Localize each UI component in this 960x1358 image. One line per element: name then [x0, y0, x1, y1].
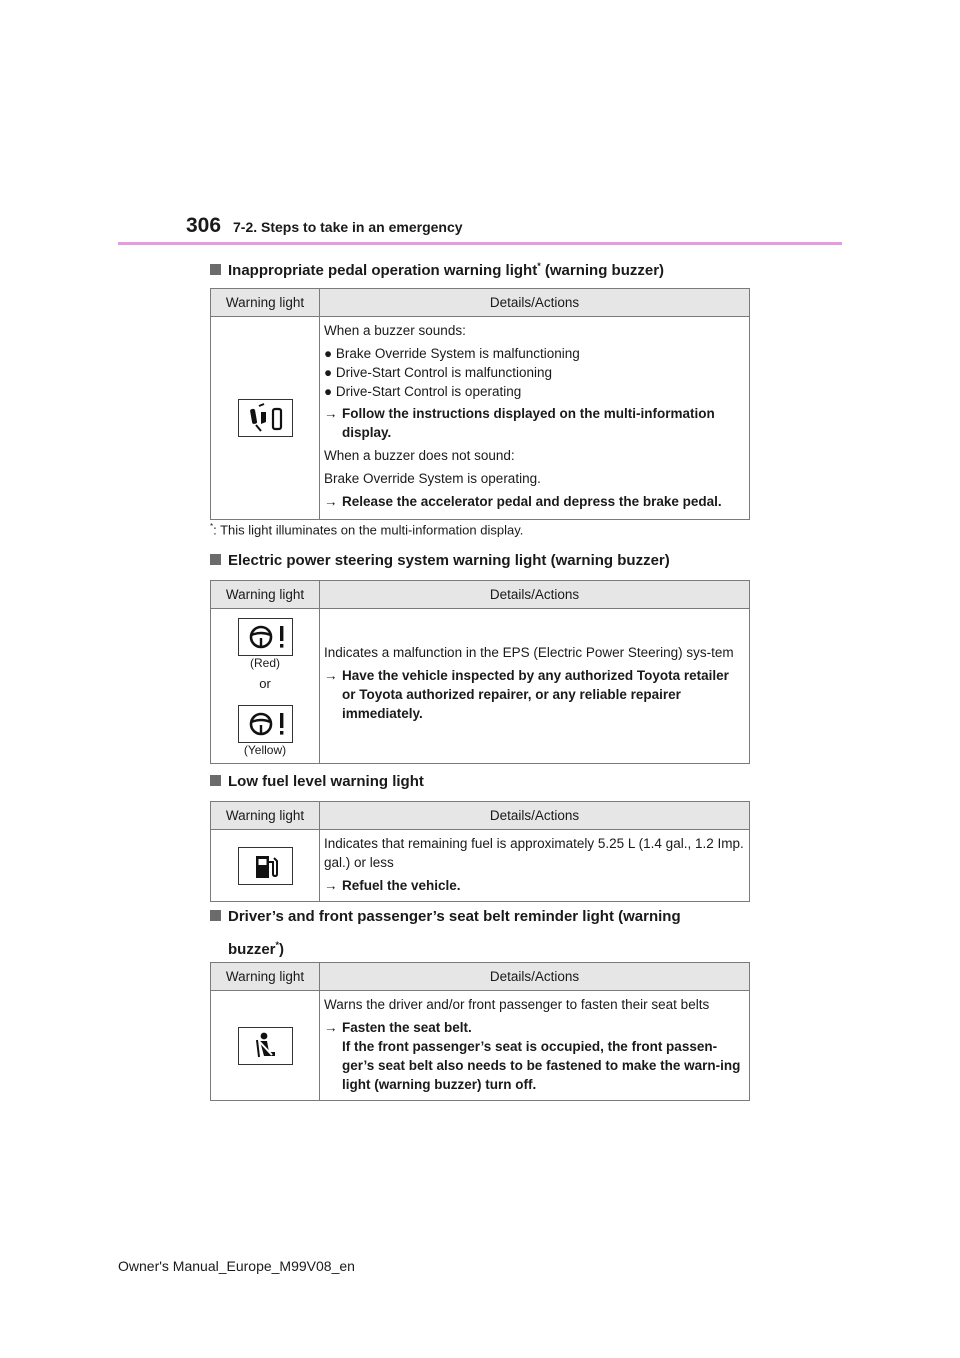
action-text: → Have the vehicle inspected by any authorized Toyota retailer or Toyota authorized repairer, or any reliable repairer immediately.	[324, 668, 729, 721]
seatbelt-warning-table	[210, 962, 750, 1101]
action-text: → Fasten the seat belt. If the front passenger’s seat is occupied, the front passen-ger’s seat belt also needs to be fastened to make the warn-ing light (warning buzzer) turn off.	[324, 1020, 741, 1092]
column-header-details: Details/Actions	[320, 581, 750, 609]
fuel-warning-table	[210, 801, 750, 902]
arrow-icon: →	[324, 406, 338, 421]
page-number: 306	[186, 214, 222, 237]
buzzer-silent-text: When a buzzer does not sound:	[324, 448, 515, 463]
square-bullet-icon	[210, 775, 221, 786]
pedal-details	[320, 317, 750, 520]
list-item: ● Drive-Start Control is malfunctioning	[324, 365, 552, 380]
arrow-icon: →	[324, 878, 338, 893]
section-heading-seatbelt: Driver’s and front passenger’s seat belt reminder light (warning buzzer*)	[210, 903, 681, 964]
column-header-warning-light: Warning light	[211, 289, 320, 317]
column-header-warning-light: Warning light	[211, 802, 320, 830]
square-bullet-icon	[210, 264, 221, 275]
arrow-icon: →	[324, 668, 338, 683]
fuel-pump-icon	[238, 847, 293, 885]
pedal-warning-icon	[238, 399, 293, 437]
buzzer-sounds-text: When a buzzer sounds:	[324, 323, 466, 338]
seatbelt-details	[320, 991, 750, 1101]
or-text: or	[259, 675, 271, 691]
action-text: → Refuel the vehicle.	[324, 878, 461, 893]
list-item: ● Brake Override System is malfunctioning	[324, 346, 580, 361]
fuel-text: Indicates that remaining fuel is approximately 5.25 L (1.4 gal., 1.2 Imp. gal.) or less	[324, 836, 744, 870]
steering-warning-icon	[238, 618, 293, 656]
footnote: *: This light illuminates on the multi-information display.	[210, 522, 524, 538]
color-label-yellow: (Yellow)	[243, 742, 287, 757]
square-bullet-icon	[210, 554, 221, 565]
square-bullet-icon	[210, 910, 221, 921]
list-item: ● Drive-Start Control is operating	[324, 384, 522, 399]
section-heading-pedal: Inappropriate pedal operation warning light* (warning buzzer)	[210, 253, 664, 284]
eps-details	[320, 609, 750, 764]
section-heading-fuel: Low fuel level warning light	[210, 768, 424, 795]
eps-text: Indicates a malfunction in the EPS (Electric Power Steering) sys-tem	[324, 645, 734, 660]
column-header-details: Details/Actions	[320, 289, 750, 317]
header-divider	[118, 242, 842, 245]
chapter-title: 7-2. Steps to take in an emergency	[233, 219, 463, 235]
seatbelt-icon	[238, 1027, 293, 1065]
seatbelt-text: Warns the driver and/or front passenger to fasten their seat belts	[324, 997, 710, 1012]
pedal-warning-table	[210, 288, 750, 520]
operating-text: Brake Override System is operating.	[324, 471, 541, 486]
arrow-icon: →	[324, 494, 338, 509]
fuel-details	[320, 830, 750, 902]
column-header-warning-light: Warning light	[211, 581, 320, 609]
column-header-warning-light: Warning light	[211, 963, 320, 991]
steering-warning-icon	[238, 705, 293, 743]
section-heading-eps: Electric power steering system warning light (warning buzzer)	[210, 547, 670, 574]
action-text: → Release the accelerator pedal and depress the brake pedal.	[324, 494, 722, 509]
column-header-details: Details/Actions	[320, 963, 750, 991]
eps-warning-table	[210, 580, 750, 764]
arrow-icon: →	[324, 1020, 338, 1035]
color-label-red: (Red)	[249, 655, 280, 670]
column-header-details: Details/Actions	[320, 802, 750, 830]
action-text: → Follow the instructions displayed on the multi-information display.	[324, 406, 715, 440]
footer-text: Owner's Manual_Europe_M99V08_en	[118, 1258, 355, 1274]
